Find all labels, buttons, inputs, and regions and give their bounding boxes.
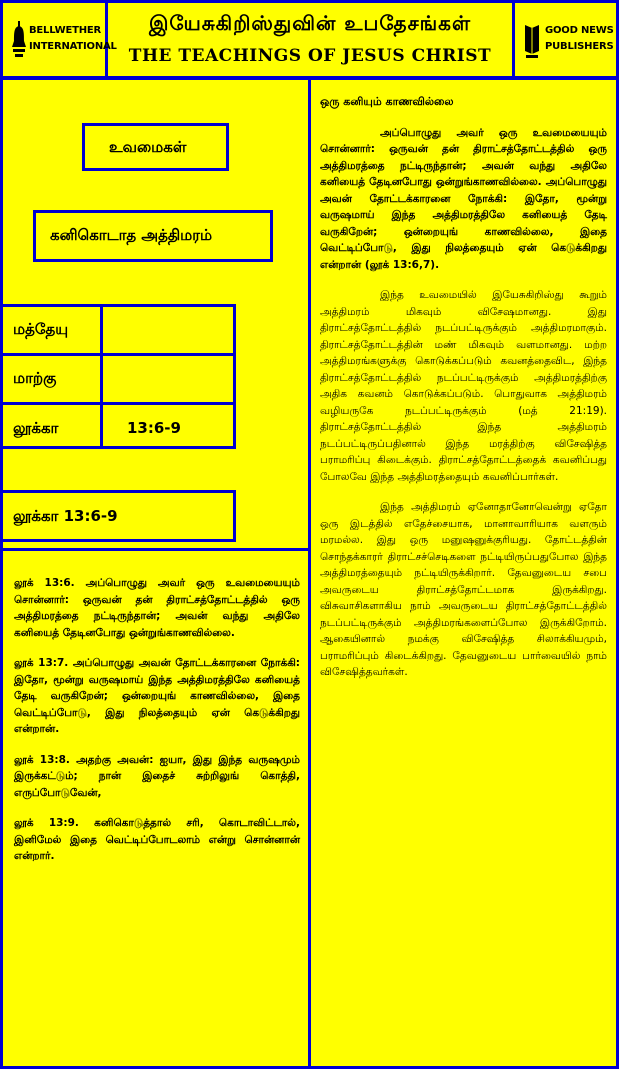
passage-ref: லூக்கா 13:6-9: [13, 507, 118, 525]
logo-line: GOOD NEWS: [545, 25, 614, 36]
verse-item: லூக் 13:7. அப்பொழுது அவன் தோட்டக்காரனை நோக்கி: இதோ, மூன்று வருஷமாய் இந்த அத்திமரத்திலே கனியைத் தேடி வருகிறேன்; ஒன்றையுங் காணவில்லை, இதை வெட்டிப்போடு, இது நிலத்தையும் ஏன் கெடுக்கிறது என்றான்.: [14, 657, 300, 735]
good-news-logo-text: [545, 23, 614, 55]
parable-title: கனிகொடாத அத்திமரம்: [50, 226, 213, 244]
book-icon: [523, 21, 541, 59]
commentary-paragraph: இந்த உவமையில் இயேசுகிறிஸ்து கூறும் அத்திமரம் மிகவும் விசேஷமானது. இது திராட்சத்தோட்டத்தில் நடப்பட்டிருக்கும் அத்திமரமாகும். திராட்சத்தோட்டத்தின் மண் மிகவும் வளமானது. மற்ற அத்திமரங்களுக்கு கொடுக்கப்படும் கவனத்தைவிட, இந்த திராட்சத்தோட்டத்தில் நடப்பட்டிருக்கும் அத்திமரத்திற்கு அதிக கவனம் கொடுக்கப்படும். பொதுவாக அத்திமரம் வழியருகே நடப்பட்டிருக்கும் (மத் 21:19). திராட்சத்தோட்டத்தில் இந்த அத்திமரம் நடப்பட்டிருப்பதினால் இந்த மரத்திற்கு விசேஷித்த பராமரிப்பு கிடைக்கும். திராட்சத்தோட்டத்தைக் கவனிப்பது போலவே இந்த அத்திமரத்தையும் கவனிப்பார்கள்.: [320, 289, 607, 483]
reference-table: [3, 304, 236, 449]
parable-title-box: [33, 210, 273, 262]
commentary-heading: ஒரு கனியும் காணவில்லை: [320, 95, 454, 108]
title-english: THE TEACHINGS OF JESUS CHRIST: [128, 46, 492, 66]
table-divider: [3, 402, 233, 405]
logo-line: PUBLISHERS: [545, 41, 614, 52]
commentary: [320, 94, 607, 695]
ref-value-luke: 13:6-9: [127, 419, 181, 437]
table-divider: [100, 307, 103, 449]
ref-book-mark: மாற்கு: [13, 369, 57, 387]
title-tamil: இயேசுகிறிஸ்துவின் உபதேசங்கள்: [148, 11, 472, 35]
logo-line: BELLWETHER: [29, 25, 102, 36]
section-divider: [3, 548, 308, 551]
bellwether-logo-text: [29, 23, 117, 55]
table-divider: [3, 353, 233, 356]
ref-book-matthew: மத்தேயு: [13, 320, 69, 338]
bellwether-logo: [3, 3, 117, 76]
commentary-paragraph: அப்பொழுது அவர் ஒரு உவமையையும் சொன்னார்: ஒருவன் தன் திராட்சத்தோட்டத்தில் ஒரு அத்திமரத்தை நட்டிருந்தான்; அவன் வந்து அதிலே கனியைத் தேடினபோது ஒன்றுங்காணவில்லை. அப்பொழுது அவன் தோட்டக்காரனை நோக்கி: இதோ, மூன்று வருஷமாய் இந்த அத்திமரத்திலே கனியைத் தேடி வருகிறேன்; ஒன்றையுங் காணவில்லை, இதை வெட்டிப்போடு, இது நிலத்தையும் ஏன் கெடுக்கிறது என்றான் (லூக் 13:6,7).: [320, 126, 607, 271]
page-header: [0, 0, 619, 80]
logo-line: INTERNATIONAL: [29, 41, 117, 52]
verse-item: லூக் 13:6. அப்பொழுது அவர் ஒரு உவமையையும் சொன்னார்: ஒருவன் தன் திராட்சத்தோட்டத்தில் ஒரு அத்திமரத்தை நட்டிருந்தான்; அவன் வந்து அதிலே கனியைத் தேடினபோது ஒன்றுங்காணவில்லை.: [14, 577, 300, 639]
section-label: உவமைகள்: [109, 138, 187, 156]
verse-list: [14, 575, 300, 879]
passage-ref-box: [3, 490, 236, 542]
ref-book-luke: லூக்கா: [13, 419, 59, 437]
header-title: [108, 3, 512, 76]
verse-item: லூக் 13:8. அதற்கு அவன்: ஐயா, இது இந்த வருஷமும் இருக்கட்டும்; நான் இதைச் சுற்றிலுங் கொத்தி, எருப்போடுவேன்,: [14, 753, 300, 799]
commentary-paragraph: இந்த அத்திமரம் ஏனோதானோவென்று ஏதோ ஒரு இடத்தில் எதேச்சையாக, மானாவாரியாக வளரும் மரமல்ல. இது ஒரு மனுஷனுக்குரியது. தோட்டத்தின் சொந்தக்காரர் திராட்சச்செடிகளை நட்டியிருப்பதுபோல இந்த அத்திமரத்தையும் நட்டியிருக்கிறார். தேவனுடைய சபை அவருடைய திராட்சத்தோட்டமாக இருக்கிறது. விசுவாசிகளாகிய நாம் அவருடைய திராட்சத்தோட்டத்தில் நடப்பட்டிருக்கும் அத்திமரங்களைப்போல இருக்கிறோம். ஆகையினால் நமக்கு விசேஷித்த சிலாக்கியமும், பராமரிப்பும் கிடைக்கிறது. தேவனுடைய பார்வையில் நாம் விசேஷித்தவர்கள்.: [320, 501, 607, 678]
bell-icon: [11, 21, 27, 59]
section-label-box: [82, 123, 229, 171]
good-news-logo: [512, 3, 616, 76]
verse-item: லூக் 13:9. கனிகொடுத்தால் சரி, கொடாவிட்டால், இனிமேல் இதை வெட்டிப்போடலாம் என்று சொன்னான் என்றார்.: [14, 817, 300, 862]
column-divider: [308, 80, 311, 1066]
